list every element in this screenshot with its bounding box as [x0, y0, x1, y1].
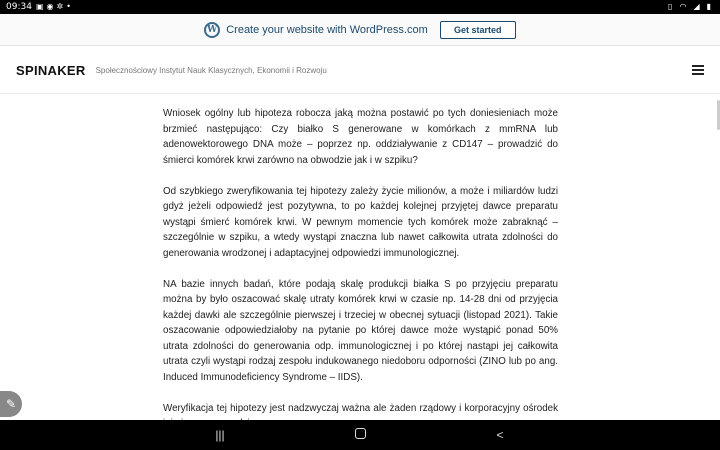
image-icon: ▣	[35, 2, 44, 11]
article-paragraph-3: NA bazie innych badań, które podają skalę produkcji białka S po przyjęciu preparatu można by było oszacować skalę utraty komórek krwi w czasie np. 14-28 dni od przyjęcia każdej dawki ale szczególnie pierwszej i trzeciej w obecnej sytuacji (listopad 2021). Takie oszacowanie odpowiedziałoby na pytanie po której dawce może wystąpić ponad 50% utrata zdolności do generowania odp. immunologicznej i po której nastąpi jej całkowita utrata czyli wystąpi rodzaj zespołu indukowanego niedoboru odporności (ZINO lub po ang. Induced Immunodeficiency Syndrome – IIDS).	[163, 278, 558, 383]
home-icon	[355, 428, 366, 439]
status-bar	[0, 0, 720, 14]
wifi-icon: ◠	[679, 2, 687, 11]
article-paragraph-1: Wniosek ogólny lub hipoteza robocza jaką można postawić po tych doniesieniach może brzmieć następująco: Czy białko S generowane w komórkach z mmRNA lub adenowektorowego DNA może – poprzez np. oddziaływanie z CD147 – prowadzić do śmierci komórek krwi zarówno na obwodzie jak i w szpiku?	[163, 108, 558, 166]
site-title[interactable]: SPINAKER	[16, 62, 86, 78]
edit-pencil-icon[interactable]: ✎	[0, 391, 22, 417]
vibrate-icon: ▯	[668, 2, 673, 11]
site-description: Społecznościowy Instytut Nauk Klasycznych, Ekonomii i Rozwoju	[95, 65, 327, 75]
navigation-bar	[0, 420, 720, 450]
get-started-button[interactable]: Get started	[440, 21, 516, 39]
more-icon: •	[66, 2, 71, 11]
hamburger-menu-icon[interactable]	[692, 65, 704, 75]
wordpress-banner	[0, 14, 720, 46]
site-header	[0, 47, 720, 94]
notification-icon: ◉	[46, 2, 54, 11]
wordpress-banner-text[interactable]: Create your website with WordPress.com	[226, 23, 428, 36]
settings-icon: ✲	[56, 2, 64, 11]
status-right-icons	[668, 0, 714, 14]
home-button[interactable]	[345, 428, 375, 442]
signal-icon: ◢	[693, 2, 700, 11]
status-time: 09:34	[6, 2, 32, 12]
wordpress-logo-icon: W	[204, 22, 220, 38]
recent-apps-button[interactable]: |||	[215, 428, 225, 442]
article-paragraph-2: Od szybkiego zweryfikowania tej hipotezy zależy życie milionów, a może i miliardów ludzi gdyż jeżeli odpowiedź jest pozytywna, to po każdej kolejnej przyjętej dawce preparatu wystąpi śmierć komórek krwi. W pewnym momencie tych komórek może zabraknąć – szczególnie w szpiku, a wtedy wystąpi znaczna lub nawet całkowita utrata zdolności do generowania wrodzonej i adaptacyjnej odpowiedzi immunologicznej.	[163, 185, 558, 259]
article-content	[163, 106, 558, 426]
battery-icon: ▮	[706, 2, 711, 11]
back-button[interactable]: <	[496, 428, 504, 442]
article-paragraph-4: Weryfikacja tej hipotezy jest nadzwyczaj ważna ale żaden rządowy i korporacyjny ośrodek	[163, 402, 558, 414]
